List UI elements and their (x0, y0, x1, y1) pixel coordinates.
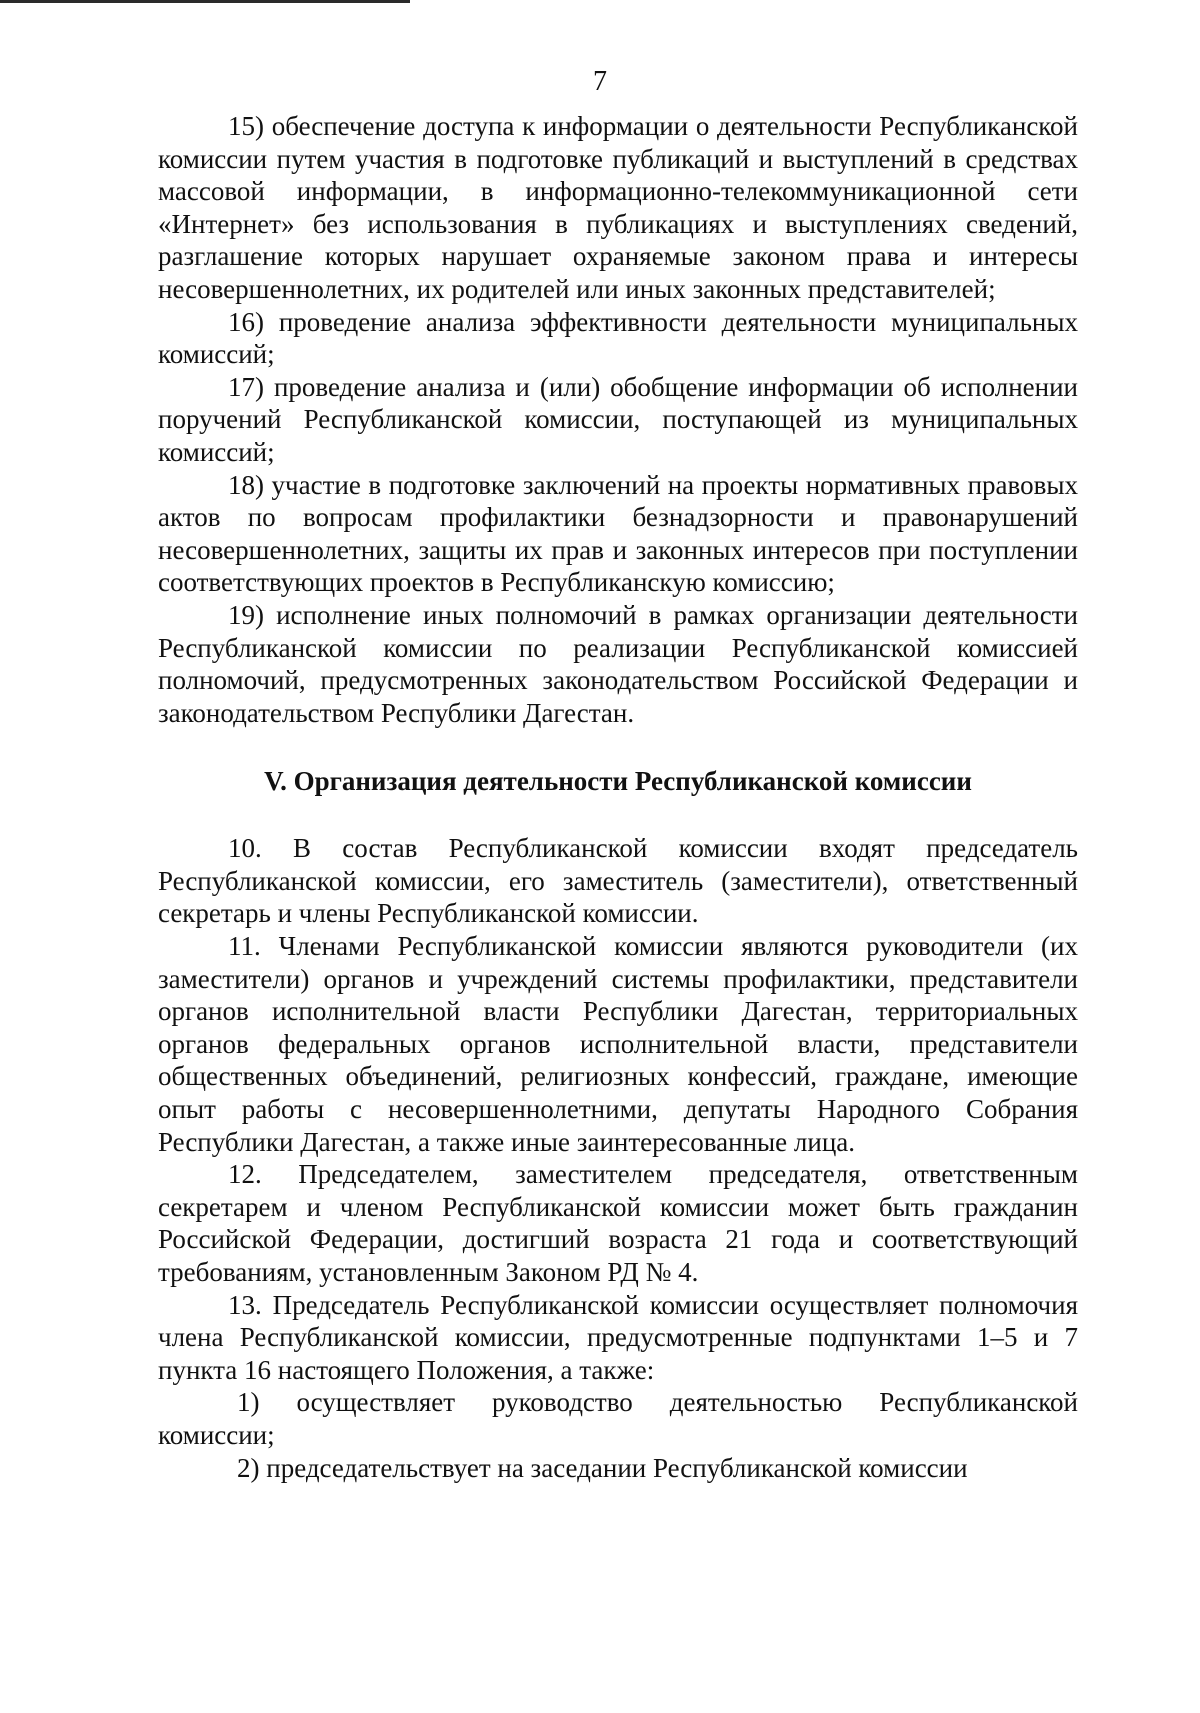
section-heading: V. Организация деятельности Республиканской комиссии (264, 766, 972, 797)
list-item-16: 16) проведение анализа эффективности деятельности муниципальных комиссий; (158, 306, 1078, 370)
clause-13: 13. Председатель Республиканской комиссии осуществляет полномочия члена Республиканской комиссии, предусмотренные подпунктами 1–5 и 7 пункта 16 настоящего Положения, а также: (158, 1289, 1078, 1385)
clause-10: 10. В состав Республиканской комиссии входят председатель Республиканской комиссии, его заместитель (заместители), ответственный секретарь и члены Республиканской комиссии. (158, 833, 1078, 929)
page-number: 7 (593, 66, 607, 97)
list-item-17: 17) проведение анализа и (или) обобщение информации об исполнении поручений Республиканской комиссии, поступающей из муниципальных комиссий; (158, 371, 1078, 467)
scan-edge-line (0, 0, 410, 3)
clause-12: 12. Председателем, заместителем председателя, ответственным секретарем и членом Республиканской комиссии может быть гражданин Российской Федерации, достигший возраста 21 года и соответствующий требованиям, установленным Законом РД № 4. (158, 1159, 1078, 1287)
list-item-15: 15) обеспечение доступа к информации о деятельности Республиканской комиссии путем участия в подготовке публикаций и выступлений в средствах массовой информации, в информационно-телекоммуникационной сети «Интернет» без использования в публикациях и выступлениях сведений, разглашение которых нарушает охраняемые законом права и интересы несовершеннолетних, их родителей или иных законных представителей; (158, 111, 1078, 304)
list-item-19: 19) исполнение иных полномочий в рамках организации деятельности Республиканской комиссии по реализации Республиканской комиссией полномочий, предусмотренных законодательством Российской Федерации и законодательством Республики Дагестан. (158, 599, 1078, 728)
subclause-2: 2) председательствует на заседании Республиканской комиссии (237, 1452, 968, 1483)
list-item-18: 18) участие в подготовке заключений на проекты нормативных правовых актов по вопросам профилактики безнадзорности и правонарушений несовершеннолетних, защиты их прав и законных интересов при поступлении соответствующих проектов в Республиканскую комиссию; (158, 469, 1078, 598)
clause-11: 11. Членами Республиканской комиссии являются руководители (их заместители) органов и учреждений системы профилактики, представители органов исполнительной власти Республики Дагестан, территориальных органов федеральных органов исполнительной власти, представители общественных объединений, религиозных конфессий, граждане, имеющие опыт работы с несовершеннолетними, депутаты Народного Собрания Республики Дагестан, а также иные заинтересованные лица. (158, 931, 1078, 1157)
subclause-1: 1) осуществляет руководство деятельностью Республиканской комиссии; (158, 1387, 1078, 1450)
document-body (158, 110, 1078, 1484)
